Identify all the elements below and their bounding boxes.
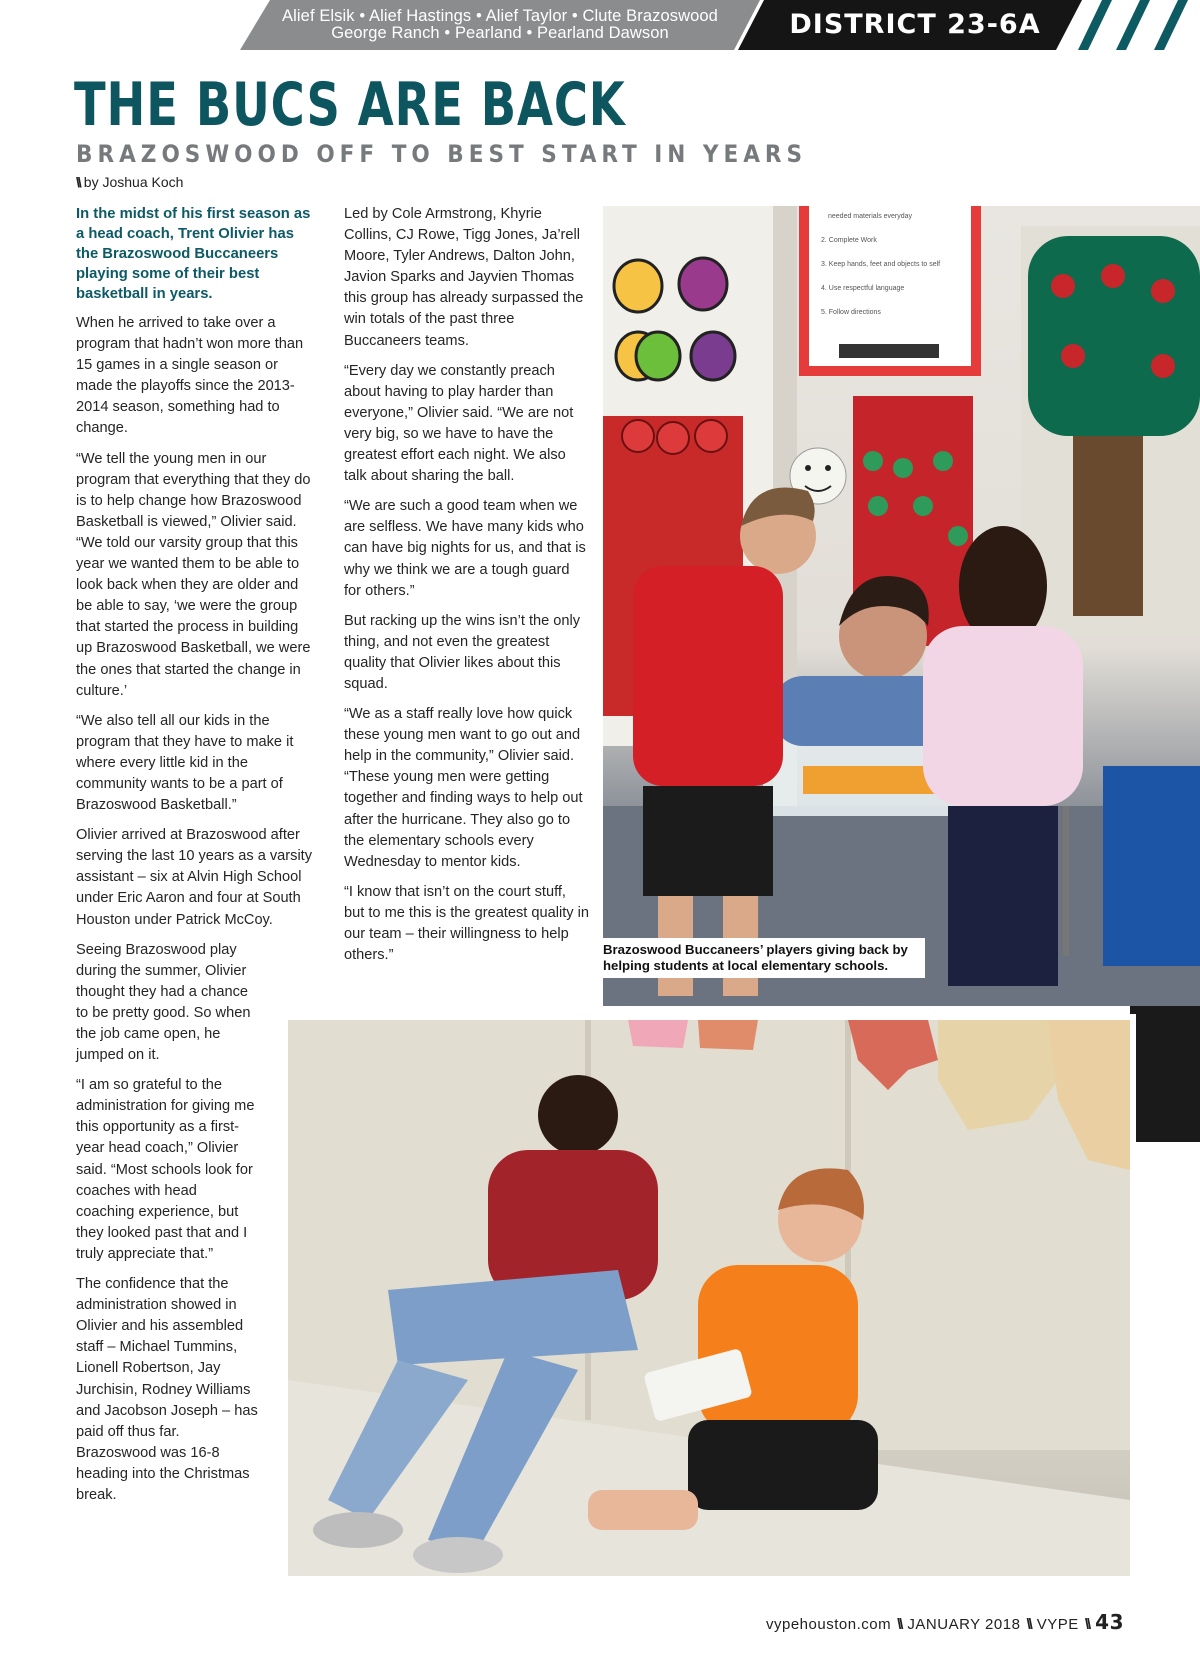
paragraph: “I know that isn’t on the court stuff, but to me this is the greatest quality in our team – their willingness to help others.”	[344, 883, 589, 964]
article-lead: In the midst of his first season as a head coach, Trent Olivier has the Brazoswood Buccaneers playing some of their best basketball in years.	[76, 206, 311, 302]
page-number: 43	[1095, 1610, 1124, 1634]
photo-classroom-illustration	[603, 206, 1200, 1006]
rule-2: 2. Complete Work	[821, 237, 877, 244]
decorative-stripe	[1116, 0, 1150, 50]
rule-4: 4. Use respectful language	[821, 285, 905, 292]
photo-caption: Brazoswood Buccaneers’ players giving back by helping students at local elementary schools.	[603, 938, 925, 978]
paragraph: But racking up the wins isn’t the only thing, and not even the greatest quality that Olivier likes about this squad.	[344, 612, 581, 692]
district-schools-list	[270, 8, 730, 42]
paragraph: Led by Cole Armstrong, Khyrie Collins, CJ Rowe, Tigg Jones, Ja’rell Moore, Tyler Andrews, Dalton John, Javion Sparks and Jayvien Thomas this group has already surpassed the win totals of the past three Buccaneers teams.	[344, 206, 584, 349]
photo-reading-mentor	[288, 1020, 1130, 1576]
rule-5: 5. Follow directions	[821, 309, 881, 316]
page-footer	[766, 1610, 1124, 1634]
footer-slash-icon: \\	[1084, 1616, 1090, 1633]
footer-site: vypehouston.com	[766, 1616, 892, 1633]
schools-line-2: George Ranch • Pearland • Pearland Dawson	[331, 24, 669, 42]
paragraph: When he arrived to take over a program that hadn’t won more than 15 games in a single season or made the playoffs since the 2013-2014 season, something had to change.	[76, 315, 304, 437]
footer-issue: JANUARY 2018	[907, 1616, 1021, 1633]
paragraph: “We also tell all our kids in the program that they have to make it where every little kid in the community wants to be a part of Brazoswood Basketball.”	[76, 712, 294, 814]
district-label: DISTRICT 23-6A	[789, 9, 1041, 40]
photo-border-block	[1130, 1006, 1200, 1142]
footer-brand: VYPE	[1036, 1616, 1079, 1633]
paragraph: The confidence that the administration showed in Olivier and his assembled staff – Michael Tummins, Lionell Robertson, Jay Jurchisin, Rodney Williams and Jacobson Joseph – has paid off thus far. Brazoswood was 16-8 heading into the Christmas break.	[76, 1276, 258, 1503]
byline-slash-icon: \\	[76, 174, 80, 190]
photo-reading-illustration	[288, 1020, 1130, 1576]
schools-line-1: Alief Elsik • Alief Hastings • Alief Taylor • Clute Brazoswood	[282, 7, 718, 25]
rule-3: 3. Keep hands, feet and objects to self	[821, 261, 941, 268]
paragraph: “We as a staff really love how quick these young men want to go out and help in the community,” Olivier said. “These young men were getting together and finding ways to help out after the hurricane. They also go to the elementary schools every Wednesday to mentor kids.	[344, 706, 583, 870]
article-title: THE BUCS ARE BACK	[74, 70, 626, 140]
decorative-stripe	[1078, 0, 1112, 50]
rule-1: needed materials everyday	[828, 213, 913, 220]
paragraph: Olivier arrived at Brazoswood after serving the last 10 years as a varsity assistant – six at Alvin High School under Eric Aaron and four at South Houston under Patrick McCoy.	[76, 827, 313, 928]
byline-text: by Joshua Koch	[83, 174, 184, 190]
paragraph: “We are such a good team when we are selfless. We have many kids who can have big nights for us, and that is why we think we are a tough guard for others.”	[344, 498, 586, 599]
footer-slash-icon: \\	[897, 1616, 902, 1633]
decorative-stripe	[1154, 0, 1188, 50]
article-subtitle: BRAZOSWOOD OFF TO BEST START IN YEARS	[76, 140, 808, 168]
byline	[76, 174, 183, 190]
photo-classroom-volunteering	[603, 206, 1200, 1006]
paragraph: “We tell the young men in our program that everything that they do is to help change how Brazoswood Basketball is viewed,” Olivier said. “We told our varsity group that this year we wanted them to be able to look back when they are older and be able to say, ‘we were the group that started the process in building up Brazoswood Basketball, we were the ones that started the change in culture.’	[76, 450, 311, 699]
paragraph: “I am so grateful to the administration for giving me this opportunity as a first-year head coach,” Olivier said. “Most schools look for coaches with head coaching experience, but they looked past that and I truly appreciate that.”	[76, 1077, 255, 1262]
paragraph: Seeing Brazoswood play during the summer, Olivier thought they had a chance to be pretty good. So when the job came open, he jumped on it.	[76, 941, 251, 1064]
footer-slash-icon: \\	[1026, 1616, 1031, 1633]
paragraph: “Every day we constantly preach about having to play harder than everyone,” Olivier said. “We are not very big, so we have to have the greatest effort each night. We also talk about sharing the ball.	[344, 362, 574, 485]
article-column-2	[344, 204, 590, 975]
